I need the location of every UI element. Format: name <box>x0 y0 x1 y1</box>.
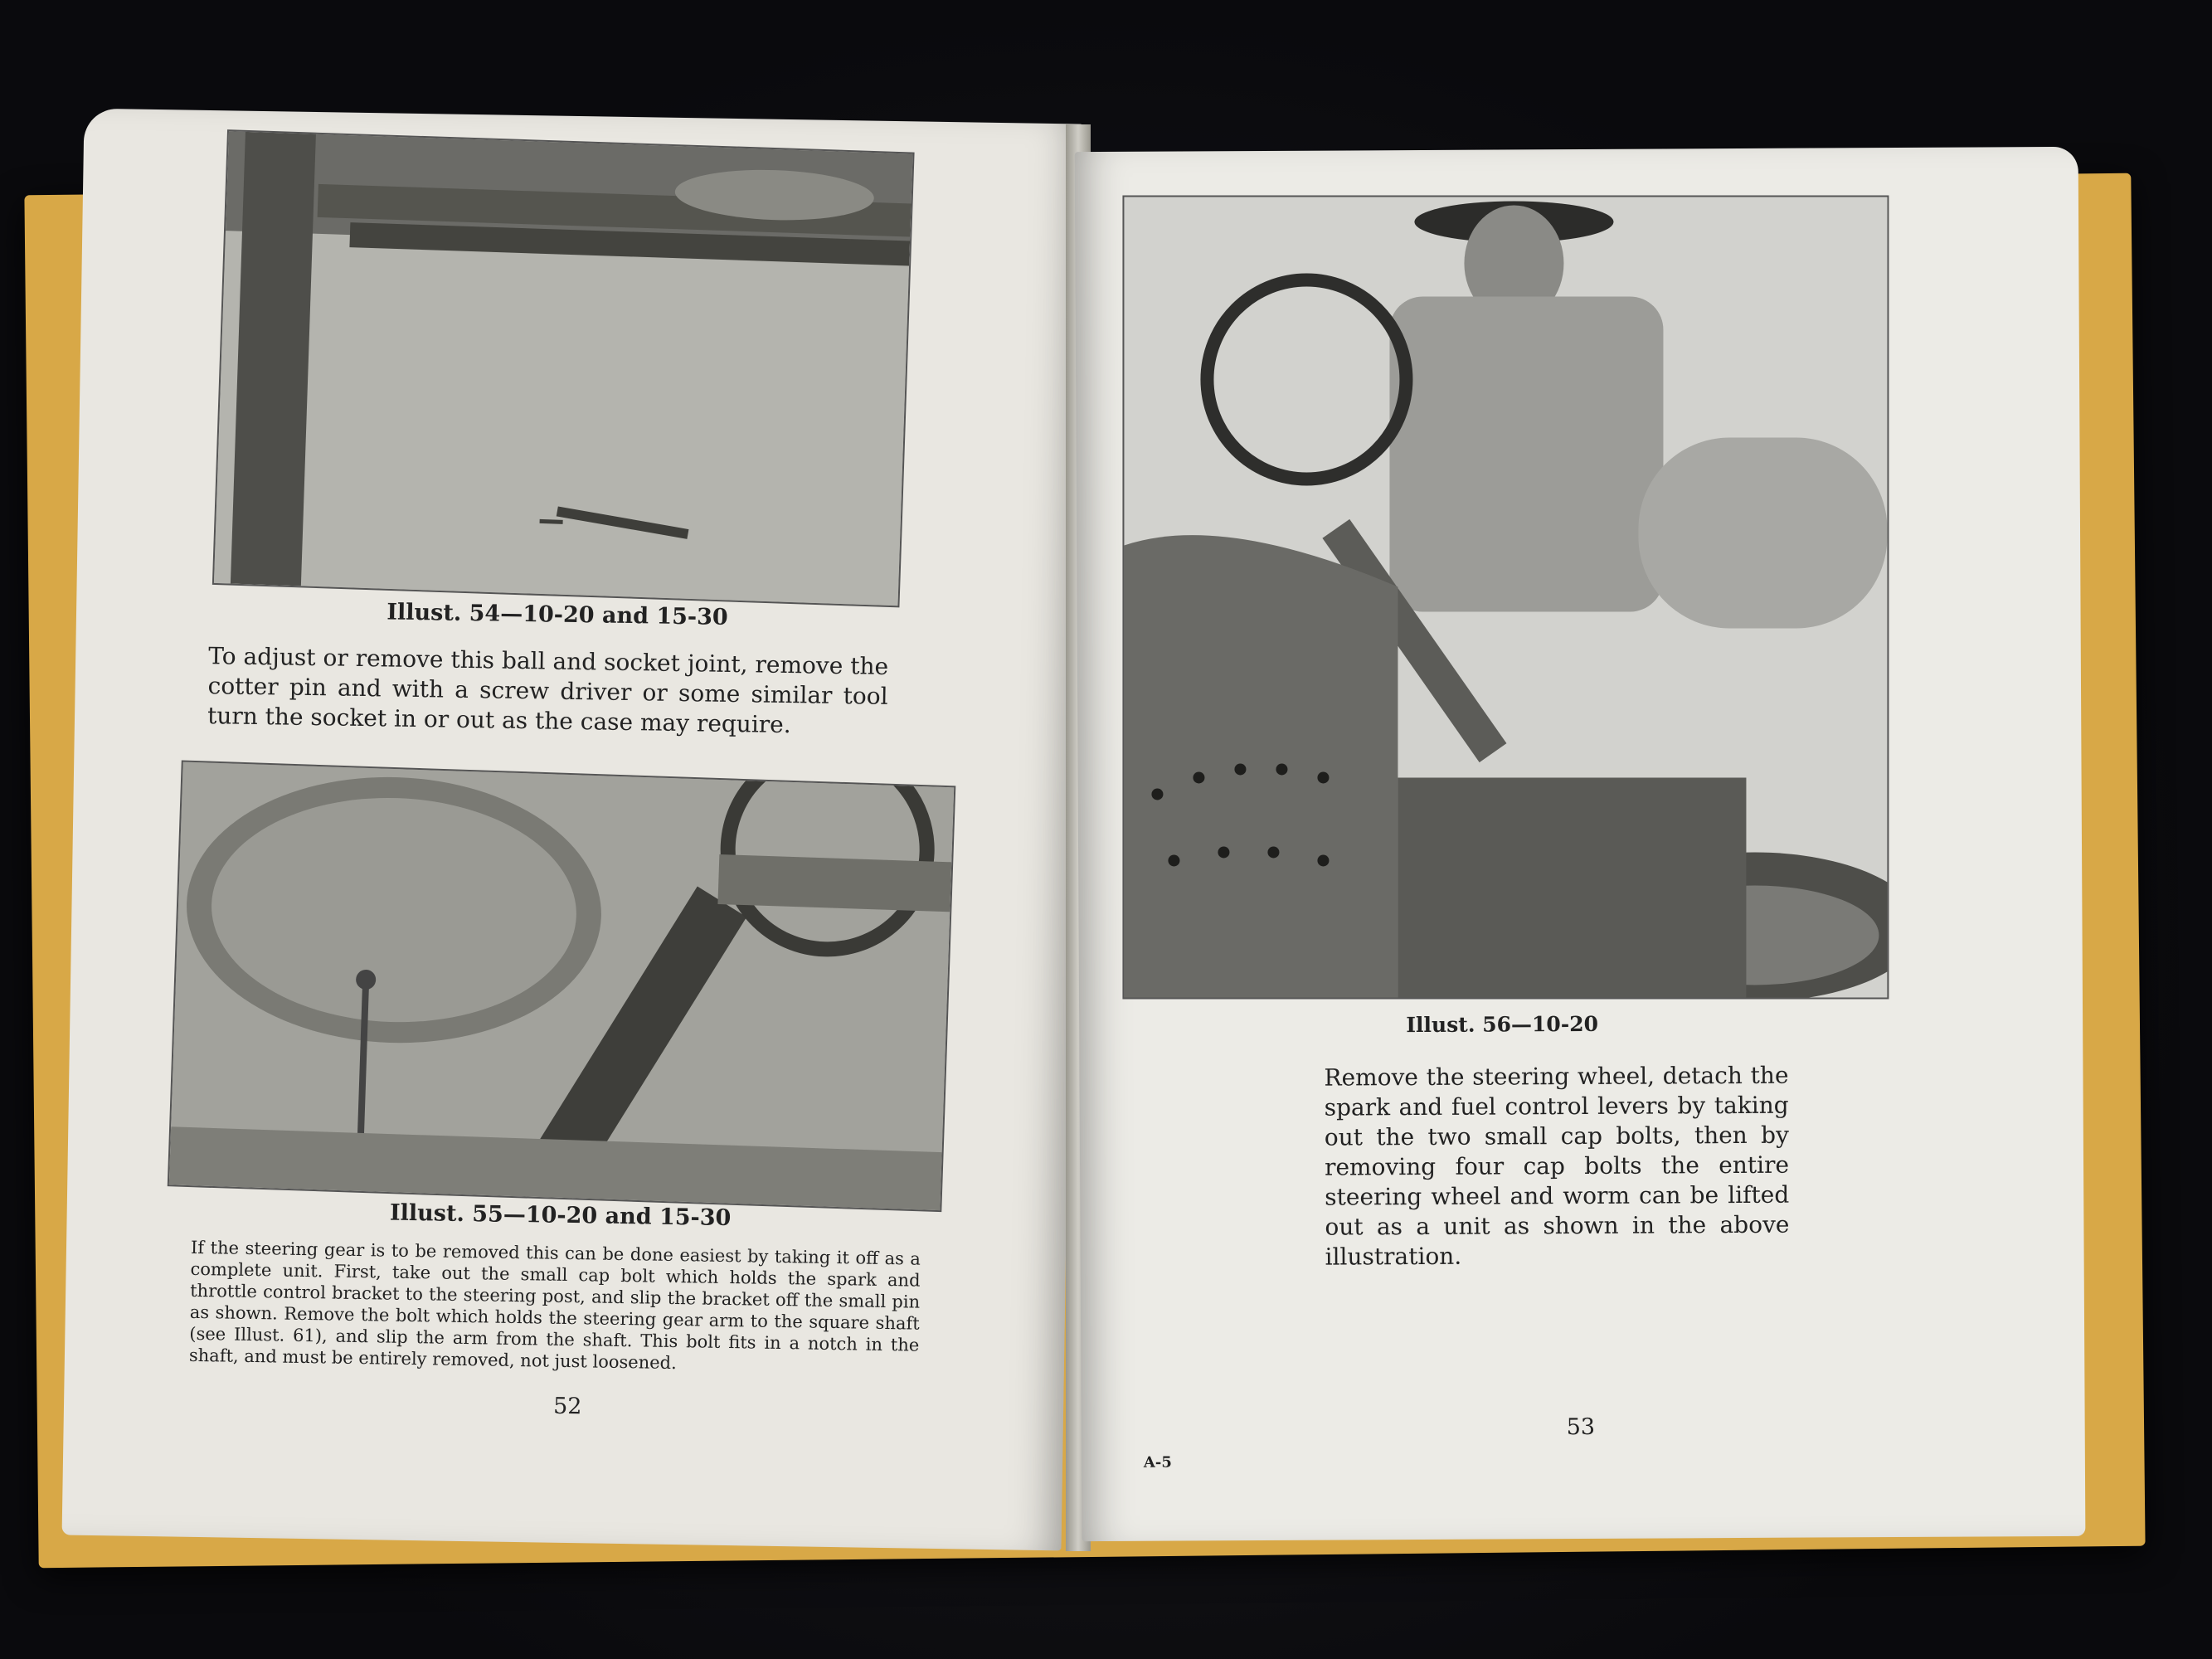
illustration-56-caption: Illust. 56—10-20 <box>1406 1011 1599 1038</box>
illustration-55-photo <box>168 760 956 1212</box>
right-page <box>1075 147 2086 1541</box>
page-number-53: 53 <box>1566 1413 1596 1441</box>
left-paragraph-2: If the steering gear is to be removed this can be done easiest by taking it off as a complete unit. First, take out the small cap bolt which holds the spark and throttle control bracket to the steering post, and slip the bracket off the small pin as shown. Remove the bolt which holds the steering gear arm to the square shaft (see Illust. 61), and slip the arm from the shaft. This bolt fits in a notch in the shaft, and must be entirely removed, not just loosened. <box>188 1237 921 1374</box>
illustration-54-caption: Illust. 54—10-20 and 15-30 <box>386 599 728 630</box>
left-paragraph-1: To adjust or remove this ball and socket joint, remove the cotter pin and with a screw driver or some similar tool turn the socket in or out as the case may require. <box>207 642 889 739</box>
page-number-52: 52 <box>552 1393 582 1420</box>
illustration-54-photo <box>212 129 915 607</box>
signature-mark: A-5 <box>1143 1453 1172 1472</box>
illustration-55-caption: Illust. 55—10-20 and 15-30 <box>389 1199 732 1232</box>
left-page <box>62 109 1084 1551</box>
right-paragraph: Remove the steering wheel, detach the spark and fuel control levers by taking out the two small cap bolts, then by removing four cap bolts the entire steering wheel and worm can be lifted out as a unit as shown in the above illustration. <box>1324 1061 1790 1271</box>
illustration-56-photo <box>1122 195 1889 999</box>
